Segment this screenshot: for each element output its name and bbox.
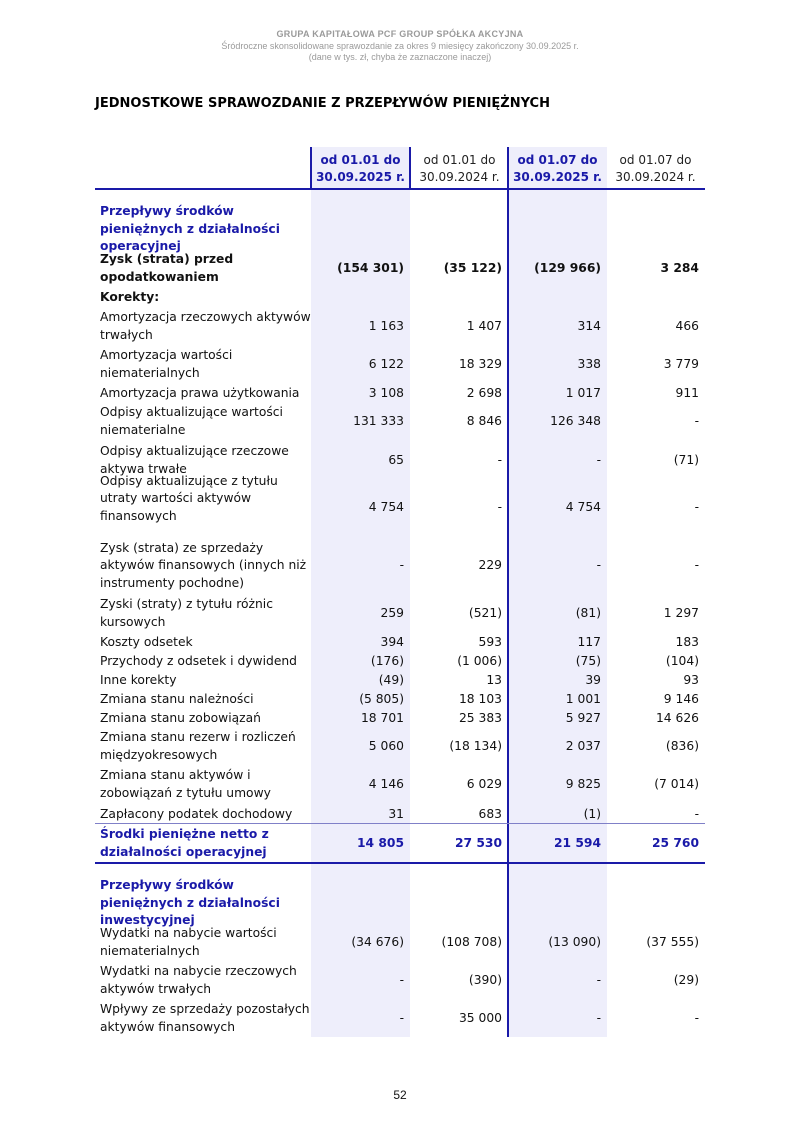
total-bottom-rule <box>95 862 705 864</box>
table-row: Zysk (strata) ze sprzedaży aktywów finansowych (innych niż instrumenty pochodne) - 229 - - <box>100 540 699 590</box>
table-row: Koszty odsetek 394 593 117 183 <box>100 634 699 649</box>
table-row: Zmiana stanu rezerw i rozliczeń międzyokresowych 5 060 (18 134) 2 037 (836) <box>100 730 699 762</box>
table-row: Przychody z odsetek i dywidend (176) (1 006) (75) (104) <box>100 653 699 668</box>
report-subtitle: Śródroczne skonsolidowane sprawozdanie za okres 9 miesięcy zakończony 30.09.2025 r. <box>221 41 579 51</box>
total-row-operating: Środki pieniężne netto z działalności operacyjnej 14 805 27 530 21 594 25 760 <box>100 827 699 859</box>
section-heading-investing: Przepływy środków pieniężnych z działalności inwestycyjnej <box>100 878 280 927</box>
column-header-3: od 01.07 do 30.09.2025 r. <box>513 153 602 184</box>
total-top-rule <box>95 823 705 824</box>
table-row: Wpływy ze sprzedaży pozostałych aktywów finansowych - 35 000 - - <box>100 1002 699 1034</box>
column-header-2: od 01.01 do 30.09.2024 r. <box>419 153 500 184</box>
table-row: Amortyzacja rzeczowych aktywów trwałych 1 163 1 407 314 466 <box>100 310 699 342</box>
page-number: 52 <box>393 1088 407 1102</box>
section-heading-operating: Przepływy środków pieniężnych z działalności operacyjnej <box>100 204 280 253</box>
table-row: Odpisy aktualizujące z tytułu utraty wartości aktywów finansowych 4 754 - 4 754 - <box>100 473 699 523</box>
table-row: Zyski (straty) z tytułu różnic kursowych 259 (521) (81) 1 297 <box>100 597 699 629</box>
column-header-1: od 01.01 do 30.09.2025 r. <box>316 153 405 184</box>
table-row: Odpisy aktualizujące wartości niematerialne 131 333 8 846 126 348 - <box>100 405 699 437</box>
units-note: (dane w tys. zł, chyba że zaznaczone inaczej) <box>308 52 492 62</box>
page-title: JEDNOSTKOWE SPRAWOZDANIE Z PRZEPŁYWÓW PIENIĘŻNYCH <box>95 96 550 111</box>
table-row: Wydatki na nabycie wartości niematerialnych (34 676) (108 708) (13 090) (37 555) <box>100 926 699 958</box>
company-name: GRUPA KAPITAŁOWA PCF GROUP SPÓŁKA AKCYJNA <box>276 29 524 39</box>
table-row: Odpisy aktualizujące rzeczowe aktywa trwałe 65 - - (71) <box>100 444 699 476</box>
table-row: Amortyzacja prawa użytkowania 3 108 2 698 1 017 911 <box>100 385 699 400</box>
table-row: Wydatki na nabycie rzeczowych aktywów trwałych - (390) - (29) <box>100 964 699 996</box>
table-row: Zysk (strata) przed opodatkowaniem (154 301) (35 122) (129 966) 3 284 <box>100 252 699 284</box>
header-rule <box>95 188 705 190</box>
table-row: Inne korekty (49) 13 39 93 <box>100 672 699 687</box>
table-row: Zmiana stanu należności (5 805) 18 103 1 001 9 146 <box>100 691 699 706</box>
table-row: Amortyzacja wartości niematerialnych 6 122 18 329 338 3 779 <box>100 348 699 380</box>
table-row: Zapłacony podatek dochodowy 31 683 (1) - <box>100 806 699 821</box>
table-row: Zmiana stanu aktywów i zobowiązań z tytułu umowy 4 146 6 029 9 825 (7 014) <box>100 768 699 800</box>
table-row: Korekty: <box>100 289 160 304</box>
table-row: Zmiana stanu zobowiązań 18 701 25 383 5 927 14 626 <box>100 710 699 725</box>
column-header-4: od 01.07 do 30.09.2024 r. <box>615 153 696 184</box>
